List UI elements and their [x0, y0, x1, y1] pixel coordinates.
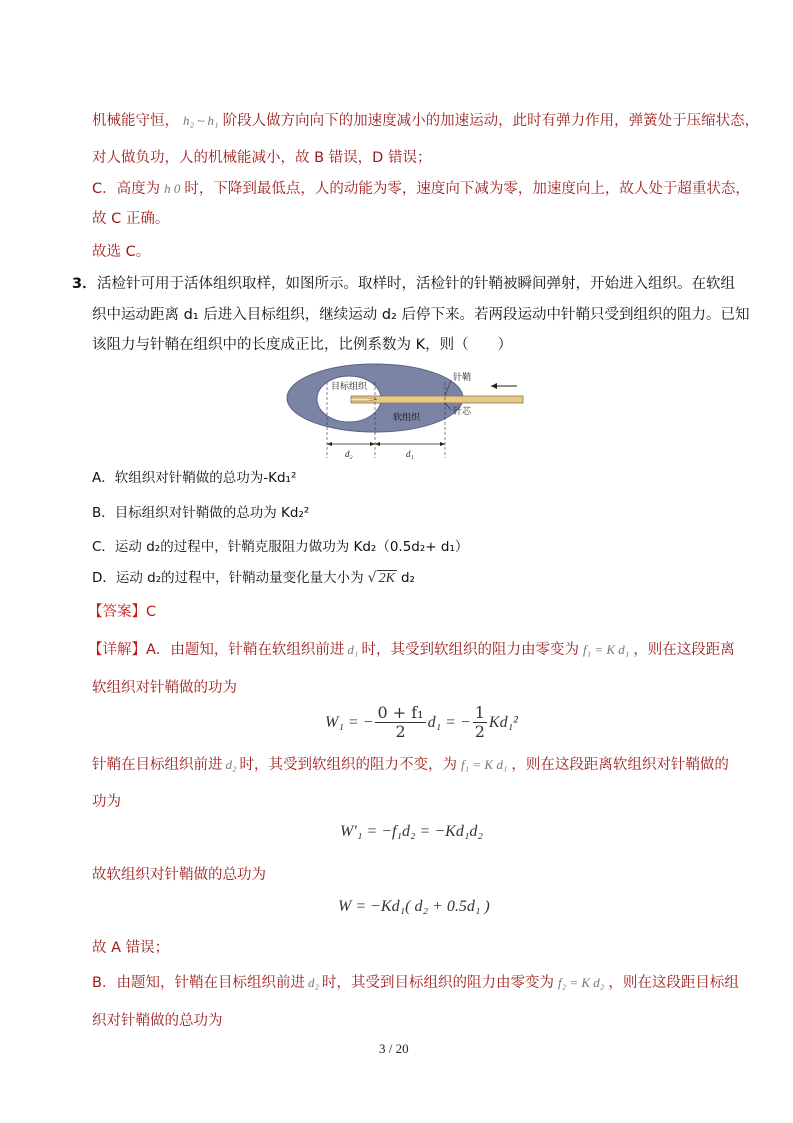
- text-line: 故选 C。: [92, 244, 151, 260]
- target-tissue-label: 目标组织: [331, 382, 368, 392]
- math-variable: h 0: [164, 181, 181, 196]
- fraction-denominator: 2: [474, 722, 485, 741]
- question-line: 该阻力与针鞘在组织中的长度成正比，比例系数为 K，则（ ）: [92, 337, 513, 353]
- option-d: [92, 566, 415, 587]
- question-line: 活检针可用于活体组织取样，如图所示。取样时，活检针的针鞘被瞬间弹射，开始进入组织。在软组: [97, 276, 735, 292]
- option-d-tail: d₂: [400, 570, 415, 586]
- text-line: [92, 109, 759, 130]
- text-fragment: ，则在这段距离: [633, 642, 735, 658]
- text-fragment: 时，下降到最低点，人的动能为零，速度向下减为零，加速度向上，故人处于超重状态，: [184, 181, 750, 197]
- math-equation: f₁ = K d₁: [461, 757, 508, 772]
- eq-text: d₁ = −: [427, 714, 471, 731]
- d2-label: d₂: [345, 449, 353, 459]
- detail-line: 故 A 错误；: [92, 940, 170, 956]
- question-number: 3．: [72, 276, 97, 292]
- math-variable: d₂: [225, 757, 237, 772]
- eq-text: Kd₁²: [488, 714, 518, 731]
- text-fragment: 时，其受到软组织的阻力由零变为: [361, 642, 579, 658]
- fraction: [375, 704, 425, 741]
- page-number: 3 / 20: [379, 1041, 409, 1056]
- sheath-label: 针鞘: [453, 373, 472, 383]
- question-line: 织中运动距离 d₁ 后进入目标组织，继续运动 d₂ 后停下来。若两段运动中针鞘只受到组织的阻力。已知: [92, 307, 750, 323]
- equation-w1-prime: W′₁ = −f₁d₂ = −Kd₁d₂: [340, 823, 483, 840]
- arrow-head-icon: [491, 383, 497, 389]
- text-line: [92, 177, 750, 198]
- detail-line: [92, 971, 739, 992]
- fraction: [473, 704, 487, 741]
- text-fragment: ，则在这段距目标组: [608, 975, 739, 991]
- equation-w-total: W = −Kd₁( d₂ + 0.5d₁ ): [338, 898, 490, 915]
- text-fragment: 时，其受到软组织的阻力不变，为: [239, 757, 458, 773]
- detail-line: 故软组织对针鞘做的总功为: [92, 867, 266, 883]
- answer-value: C: [146, 604, 157, 620]
- detail-line: [92, 753, 729, 774]
- detail-tag: 【详解】: [88, 642, 146, 658]
- text-line: 对人做负功，人的机械能减小，故 B 错误，D 错误；: [92, 150, 432, 166]
- text-fragment: B．由题知，针鞘在目标组织前进: [92, 975, 305, 991]
- option-a: A．软组织对针鞘做的总功为-Kd₁²: [92, 470, 297, 486]
- detail-line: 软组织对针鞘做的功为: [92, 680, 237, 696]
- fraction-numerator: 0 + f₁: [377, 703, 424, 722]
- dimension-arrow-icon: [370, 442, 375, 446]
- dimension-arrow-icon: [327, 442, 332, 446]
- text-fragment: 时，其受到目标组织的阻力由零变为: [321, 975, 554, 991]
- equation-w1: [325, 704, 518, 741]
- detail-line: [88, 638, 735, 659]
- core-label: 针芯: [453, 407, 472, 417]
- detail-line: 功为: [92, 794, 121, 810]
- answer-tag: 【答案】: [88, 604, 146, 620]
- option-d-text: D．运动 d₂的过程中，针鞘动量变化量大小为: [92, 570, 364, 586]
- biopsy-needle-figure: [285, 362, 530, 462]
- option-c: C．运动 d₂的过程中，针鞘克服阻力做功为 Kd₂（0.5d₂+ d₁）: [92, 539, 469, 555]
- fraction-numerator: 1: [474, 703, 485, 722]
- d1-label: d₁: [406, 449, 414, 459]
- sqrt-radicand: 2K: [378, 571, 395, 586]
- text-fragment: 机械能守恒，: [92, 113, 179, 129]
- math-variable: d₁: [347, 642, 359, 657]
- text-fragment: A．由题知，针鞘在软组织前进: [146, 642, 345, 658]
- math-variable: h₂ ~ h₁: [183, 113, 219, 128]
- option-b: B．目标组织对针鞘做的总功为 Kd₂²: [92, 505, 310, 521]
- soft-tissue-label: 软组织: [393, 413, 421, 423]
- text-fragment: 针鞘在目标组织前进: [92, 757, 223, 773]
- text-fragment: ，则在这段距离软组织对针鞘做的: [511, 757, 729, 773]
- math-equation: f₁ = K d₁: [582, 642, 630, 657]
- eq-text: W₁ = −: [325, 714, 374, 731]
- fraction-denominator: 2: [395, 722, 406, 741]
- dimension-arrow-icon: [440, 442, 445, 446]
- text-line: 故 C 正确。: [92, 211, 170, 227]
- answer-line: [88, 600, 156, 621]
- sqrt-expression: √ 2K: [367, 570, 395, 586]
- text-fragment: C．高度为: [92, 181, 161, 197]
- detail-line: 织对针鞘做的总功为: [92, 1013, 223, 1029]
- dimension-arrow-icon: [375, 442, 380, 446]
- math-equation: f₂ = K d₂: [557, 975, 605, 990]
- math-variable: d₂: [307, 975, 319, 990]
- text-fragment: 阶段人做方向向下的加速度减小的加速运动，此时有弹力作用，弹簧处于压缩状态，: [222, 113, 760, 129]
